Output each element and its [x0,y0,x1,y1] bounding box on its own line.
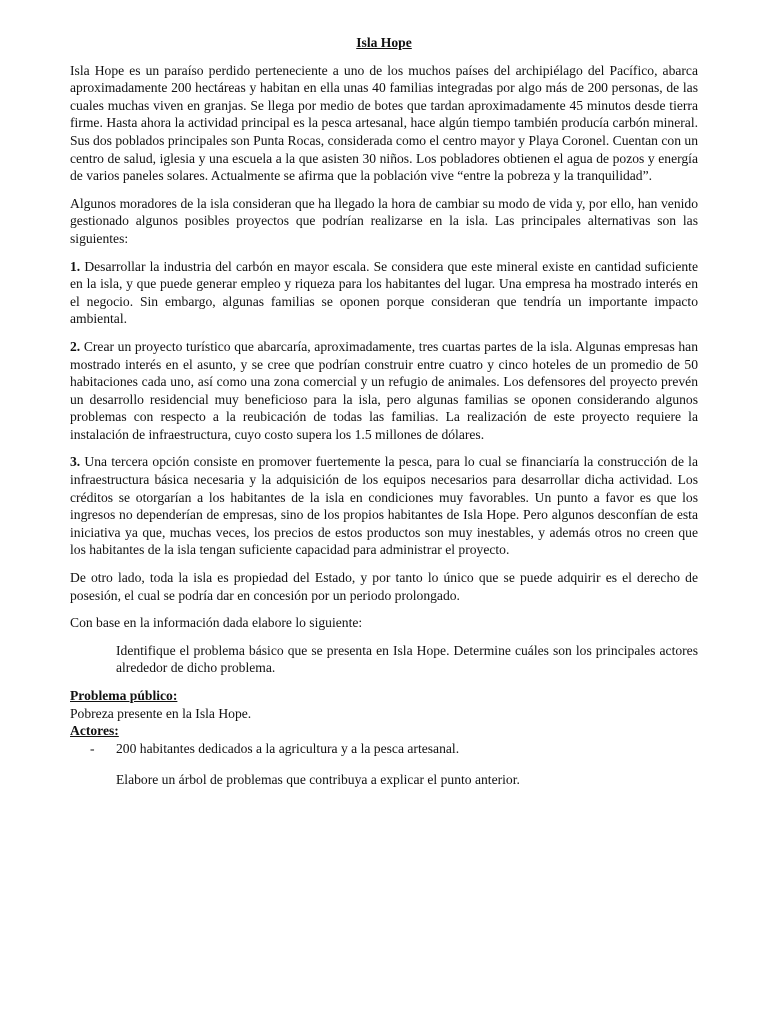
task-2-item [70,771,698,789]
actors-heading: Actores: [70,723,119,739]
option-2 [70,338,698,444]
option-number: 1. [70,258,81,274]
option-text: Una tercera opción consiste en promover fuertemente la pesca, para lo cual se financiaría la construcción de la infraestructura básica necesaria y la adquisición de los equipos necesarios para desarrollar dicha actividad. Los créditos se otorgarían a los habitantes de la isla en condiciones muy favorables. Un punto a favor es que los ingresos no dependerían de empresas, sino de los propios habitantes de Isla Hope. Pero algunos desconfían de esta iniciativa ya que, muchas veces, los precios de estos productos son muy inestables, y además otros no creen que los habitantes de la isla tengan suficiente capacidad para administrar el proyecto. [70,454,698,558]
instruction-line: Con base en la información dada elabore lo siguiente: [70,615,363,631]
option-text: Crear un proyecto turístico que abarcaría, aproximadamente, tres cuartas partes de la isla. Algunas empresas han mostrado interés en el asunto, y se cree que podrían construir entre cuatro y cinco hoteles de un promedio de 50 habitaciones cada uno, así como una zona comercial y un refugio de animales. Los defensores del proyecto prevén un desarrollo residencial muy beneficioso para la isla, pero algunas familias se oponen considerando algunos problemas con respecto a la reubicación de todas las familias. La realización de este proyecto requiere la instalación de infraestructura, cuyo costo supera los 1.5 millones de dólares. [70,338,698,442]
task-1-text: Identifique el problema básico que se presenta en Isla Hope. Determine cuáles son los principales actores alrededor de dicho problema. [116,642,698,676]
task-2-text: Elabore un árbol de problemas que contribuya a explicar el punto anterior. [116,772,520,788]
option-number: 3. [70,454,81,470]
answer-section [70,687,698,757]
problem-text: Pobreza presente en la Isla Hope. [70,705,252,721]
document-title: Isla Hope [356,35,412,50]
option-number: 2. [70,338,81,354]
dash-bullet: - [90,740,95,756]
bullet-icon [90,771,116,789]
bullet-icon [90,642,116,677]
actor-item [70,740,698,758]
problem-heading: Problema público: [70,688,178,703]
option-3 [70,453,698,559]
actor-text: 200 habitantes dedicados a la agricultura y a la pesca artesanal. [116,740,460,756]
option-text: Desarrollar la industria del carbón en mayor escala. Se considera que este mineral existe en cantidad suficiente en la isla, y que puede generar empleo y riqueza para los habitantes del lugar. Una empresa ha mostrado interés en el negocio. Sin embargo, algunas familias se oponen porque consideran que tendría un importante impacto ambiental. [70,258,698,327]
option-1 [70,258,698,328]
intro-paragraph: Isla Hope es un paraíso perdido perteneciente a uno de los muchos países del archipiélago del Pacífico, abarca aproximadamente 200 hectáreas y habitan en ella unas 40 familias integradas por algo más de 200 personas, de las cuales muchas viven en granjas. Se llega por medio de botes que tardan aproximadamente 45 minutos desde tierra firme. Hasta ahora la actividad principal es la pesca artesanal, hace algún tiempo también producía carbón mineral. Sus dos poblados principales son Punta Rocas, considerada como el centro mayor y Playa Coronel. Cuentan con un centro de salud, iglesia y una escuela a la que asisten 30 niños. Los pobladores obtienen el agua de pozos y energía de varios paneles solares. Actualmente se afirma que la población vive “entre la pobreza y la tranquilidad”. [70,62,698,184]
task-1-item [70,642,698,677]
alternatives-paragraph: Algunos moradores de la isla consideran que ha llegado la hora de cambiar su modo de vida y, por ello, han venido gestionado algunos posibles proyectos que podrían realizarse en la isla. Las principales alternativas son las siguientes: [70,195,698,246]
closing-paragraph: De otro lado, toda la isla es propiedad del Estado, y por tanto lo único que se puede adquirir es el derecho de posesión, el cual se podría dar en concesión por un periodo prolongado. [70,570,698,603]
